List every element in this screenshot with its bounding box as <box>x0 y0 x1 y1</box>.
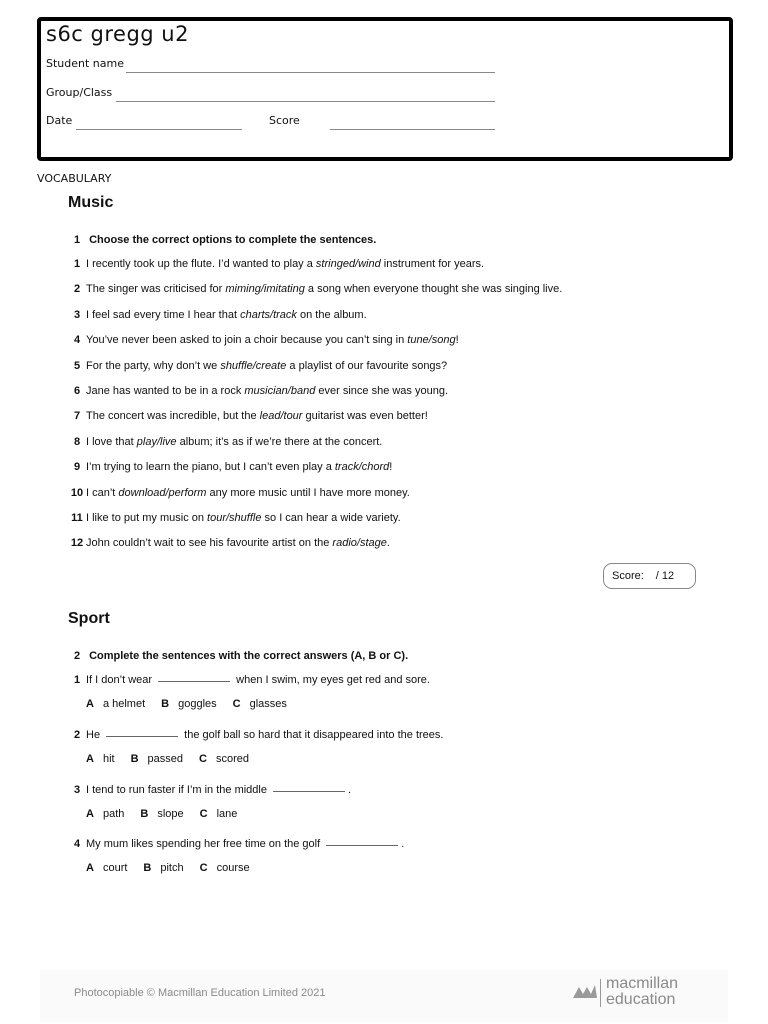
answer-options <box>86 753 265 765</box>
item-number: 4 <box>73 334 81 347</box>
item-number: 6 <box>73 385 81 397</box>
option-text: passed <box>147 752 184 765</box>
answer-option[interactable] <box>200 862 250 874</box>
group-class-label: Group/Class <box>46 86 113 99</box>
answer-option[interactable] <box>143 862 183 874</box>
score-label: Score <box>269 114 300 127</box>
option-letter: B <box>130 752 139 765</box>
item-number: 12 <box>70 537 84 550</box>
copyright-notice: Photocopiable © Macmillan Education Limited 2021 <box>74 987 326 999</box>
item-text-before: You’ve never been asked to join a choir because you can’t sing in <box>86 334 408 347</box>
music-item <box>68 512 401 524</box>
item-number: 5 <box>73 359 81 372</box>
item-options[interactable]: charts/track <box>240 308 297 321</box>
answer-option[interactable] <box>200 808 238 820</box>
sport-item <box>68 838 404 850</box>
item-number: 3 <box>73 783 81 796</box>
option-text: scored <box>215 752 249 765</box>
item-text-after: . <box>386 537 390 550</box>
option-letter: A <box>86 807 94 820</box>
item-text-before: My mum likes spending her free time on the golf <box>86 838 324 851</box>
page-title: s6c gregg u2 <box>46 22 189 46</box>
item-number: 8 <box>73 435 81 448</box>
music-item <box>68 537 390 549</box>
item-options[interactable]: musician/band <box>244 385 316 397</box>
macmillan-logo <box>572 977 702 1011</box>
music-item <box>68 283 562 295</box>
music-item <box>68 410 428 422</box>
item-number: 1 <box>73 674 81 686</box>
item-text-before: Jane has wanted to be in a rock <box>86 385 245 397</box>
item-text-before: I’m trying to learn the piano, but I can’t even play a <box>86 461 335 474</box>
item-options[interactable]: lead/tour <box>259 410 303 423</box>
sport-item <box>68 674 430 686</box>
item-text-after: on the album. <box>296 308 367 321</box>
option-letter: C <box>199 807 208 820</box>
item-text-after: ever since she was young. <box>315 385 449 397</box>
option-text: court <box>102 862 128 875</box>
option-letter: A <box>86 862 94 875</box>
item-text-after: instrument for years. <box>380 258 485 270</box>
answer-option[interactable] <box>131 753 183 765</box>
section-kicker: VOCABULARY <box>37 172 112 185</box>
option-text: goggles <box>178 698 217 710</box>
student-name-field[interactable] <box>126 72 495 73</box>
item-options[interactable]: play/live <box>136 435 177 448</box>
answer-options <box>86 862 266 874</box>
instruction-text: Complete the sentences with the correct answers (A, B or C). <box>89 650 409 662</box>
music-heading: Music <box>68 194 114 211</box>
option-letter: B <box>143 862 152 875</box>
answer-options <box>86 698 303 710</box>
item-text-after: so I can hear a wide variety. <box>261 512 401 524</box>
item-number: 1 <box>73 258 81 270</box>
logo-separator <box>600 979 601 1007</box>
item-text-before: If I don’t wear <box>86 674 156 686</box>
music-item <box>68 461 392 473</box>
item-number: 10 <box>70 486 84 499</box>
item-text-after: the golf ball so hard that it disappeared into the trees. <box>181 728 444 741</box>
item-text-before: I recently took up the flute. I’d wanted to play a <box>86 258 316 270</box>
option-text: hit <box>102 752 115 765</box>
logo-line-1: macmillan <box>606 975 679 992</box>
item-number: 2 <box>73 728 81 741</box>
item-text-before: I love that <box>86 435 137 448</box>
item-text-after: a song when everyone thought she was singing live. <box>304 283 563 296</box>
option-letter: C <box>232 698 241 710</box>
item-options[interactable]: shuffle/create <box>220 359 287 372</box>
item-text-after: a playlist of our favourite songs? <box>286 359 448 372</box>
student-name-label: Student name <box>46 57 124 70</box>
item-options[interactable]: tour/shuffle <box>207 512 262 524</box>
item-text-after: guitarist was even better! <box>302 410 428 423</box>
item-text-after: ! <box>455 334 459 347</box>
music-item <box>68 309 367 321</box>
option-text: pitch <box>160 862 184 875</box>
item-text-before: He <box>86 728 104 741</box>
item-text-before: John couldn’t wait to see his favourite artist on the <box>86 537 333 550</box>
answer-option[interactable] <box>199 753 249 765</box>
logo-line-2: education <box>606 991 676 1008</box>
score-field[interactable] <box>330 129 495 130</box>
sport-item <box>68 729 443 741</box>
sport-instruction <box>68 650 408 662</box>
answer-option[interactable] <box>86 808 124 820</box>
option-letter: B <box>140 807 149 820</box>
item-number: 3 <box>73 308 81 321</box>
item-text-before: I like to put my music on <box>86 512 208 524</box>
answer-blank[interactable] <box>158 681 230 682</box>
score-box-max: / 12 <box>655 570 675 582</box>
item-options[interactable]: download/perform <box>118 486 207 499</box>
item-number: 7 <box>73 410 81 423</box>
item-text-after: when I swim, my eyes get red and sore. <box>233 674 430 686</box>
option-text: glasses <box>249 698 287 710</box>
item-options[interactable]: track/chord <box>334 461 390 474</box>
item-options[interactable]: radio/stage <box>332 537 387 550</box>
item-options[interactable]: miming/imitating <box>225 283 305 296</box>
option-letter: C <box>199 752 207 765</box>
logo-mark-icon <box>572 981 598 1001</box>
instruction-number: 1 <box>73 234 81 246</box>
option-text: slope <box>157 807 184 820</box>
option-letter: B <box>161 698 170 710</box>
sport-heading: Sport <box>68 610 110 627</box>
music-item <box>68 436 382 448</box>
logo-text <box>606 976 678 1008</box>
answer-option[interactable] <box>140 808 183 820</box>
instruction-text: Choose the correct options to complete the sentences. <box>89 234 377 246</box>
item-number: 9 <box>73 461 81 474</box>
option-letter: A <box>86 698 94 710</box>
music-item <box>68 487 410 499</box>
item-options[interactable]: tune/song <box>407 334 456 347</box>
item-number: 2 <box>73 283 81 296</box>
option-letter: A <box>86 752 94 765</box>
answer-options <box>86 808 253 820</box>
item-text-before: The singer was criticised for <box>86 283 226 296</box>
item-text-after: ! <box>389 461 393 474</box>
option-text: a helmet <box>102 698 146 710</box>
option-text: lane <box>216 807 238 820</box>
sport-item <box>68 784 351 796</box>
item-text-after: . <box>401 838 405 851</box>
answer-blank[interactable] <box>273 791 345 792</box>
score-box-label: Score: <box>612 570 644 582</box>
music-instruction <box>68 234 376 246</box>
answer-option[interactable] <box>161 698 217 710</box>
option-letter: C <box>199 862 208 875</box>
item-text-after: album; it’s as if we’re there at the concert. <box>176 435 383 448</box>
date-field[interactable] <box>76 129 242 130</box>
item-text-before: The concert was incredible, but the <box>86 410 260 423</box>
answer-option[interactable] <box>233 698 287 710</box>
item-options[interactable]: stringed/wind <box>315 258 381 270</box>
answer-option[interactable] <box>86 698 145 710</box>
option-text: path <box>102 807 125 820</box>
group-class-field[interactable] <box>116 101 495 102</box>
answer-blank[interactable] <box>326 845 398 846</box>
instruction-number: 2 <box>73 650 81 662</box>
item-text-after: . <box>348 783 352 796</box>
item-number: 4 <box>73 838 81 851</box>
date-label: Date <box>46 114 73 127</box>
music-score-box <box>603 563 696 589</box>
item-text-before: I can’t <box>86 486 119 499</box>
music-item <box>68 258 484 270</box>
music-item <box>68 385 448 397</box>
music-item <box>68 334 459 346</box>
item-text-before: I feel sad every time I hear that <box>86 308 241 321</box>
answer-option[interactable] <box>86 862 127 874</box>
answer-blank[interactable] <box>106 736 178 737</box>
option-text: course <box>216 862 250 875</box>
answer-option[interactable] <box>86 753 115 765</box>
item-number: 11 <box>71 512 83 524</box>
item-text-before: I tend to run faster if I’m in the middle <box>86 783 271 796</box>
item-text-after: any more music until I have more money. <box>206 486 410 499</box>
item-text-before: For the party, why don’t we <box>86 359 221 372</box>
music-item <box>68 360 447 372</box>
